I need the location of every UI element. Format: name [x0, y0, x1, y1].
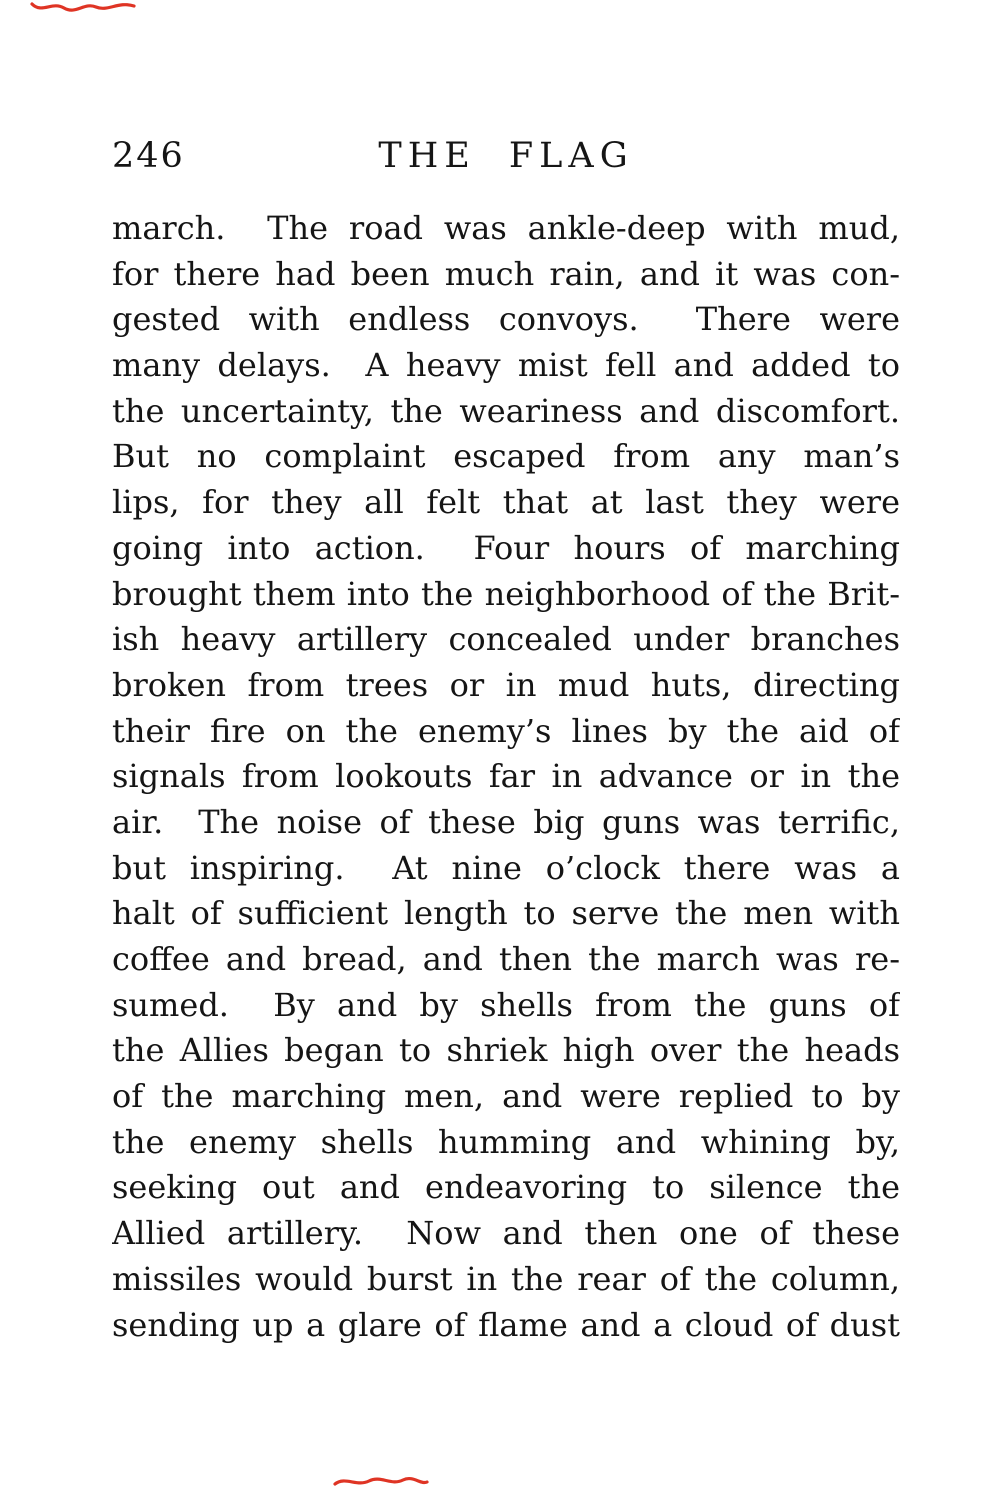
- text-line: air. The noise of these big guns was terrific,: [112, 802, 900, 841]
- text-line: march. The road was ankle-deep with mud,: [112, 209, 900, 247]
- body-text: [112, 206, 900, 1348]
- text-line: signals from lookouts far in advance or in the: [112, 757, 900, 796]
- text-line: the Allies began to shriek high over the heads: [112, 1031, 900, 1070]
- text-line: coffee and bread, and then the march was re-: [112, 940, 900, 978]
- text-line: for there had been much rain, and it was con-: [112, 254, 900, 293]
- text-line: brought them into the neighborhood of the Brit-: [112, 574, 900, 613]
- text-line: the uncertainty, the weariness and discomfort.: [112, 391, 900, 430]
- text-line: many delays. A heavy mist fell and added to: [112, 346, 900, 385]
- text-line: sumed. By and by shells from the guns of: [112, 985, 900, 1024]
- page-number: 246: [112, 136, 185, 176]
- text-line: the enemy shells humming and whining by,: [112, 1122, 900, 1161]
- running-header: [112, 136, 900, 180]
- text-line: lips, for they all felt that at last they were: [112, 483, 900, 522]
- text-line: ish heavy artillery concealed under branches: [112, 620, 900, 659]
- text-line: Allied artillery. Now and then one of these: [112, 1214, 900, 1253]
- text-line: going into action. Four hours of marching: [112, 528, 900, 567]
- text-line: broken from trees or in mud huts, directing: [112, 665, 900, 704]
- text-line: But no complaint escaped from any man’s: [112, 437, 900, 476]
- text-line: their fire on the enemy’s lines by the aid of: [112, 711, 900, 750]
- red-ink-mark-bottom: [333, 1474, 429, 1489]
- text-line: missiles would burst in the rear of the column,: [112, 1259, 900, 1298]
- text-line: sending up a glare of flame and a cloud of dust: [112, 1305, 900, 1344]
- text-line: gested with endless convoys. There were: [112, 300, 900, 339]
- text-line: halt of sufficient length to serve the men with: [112, 894, 900, 933]
- text-line: but inspiring. At nine o’clock there was a: [112, 848, 900, 887]
- running-title: THE FLAG: [378, 136, 634, 176]
- red-ink-mark-top: [30, 0, 136, 15]
- text-line: seeking out and endeavoring to silence the: [112, 1168, 900, 1207]
- text-line: of the marching men, and were replied to by: [112, 1077, 900, 1116]
